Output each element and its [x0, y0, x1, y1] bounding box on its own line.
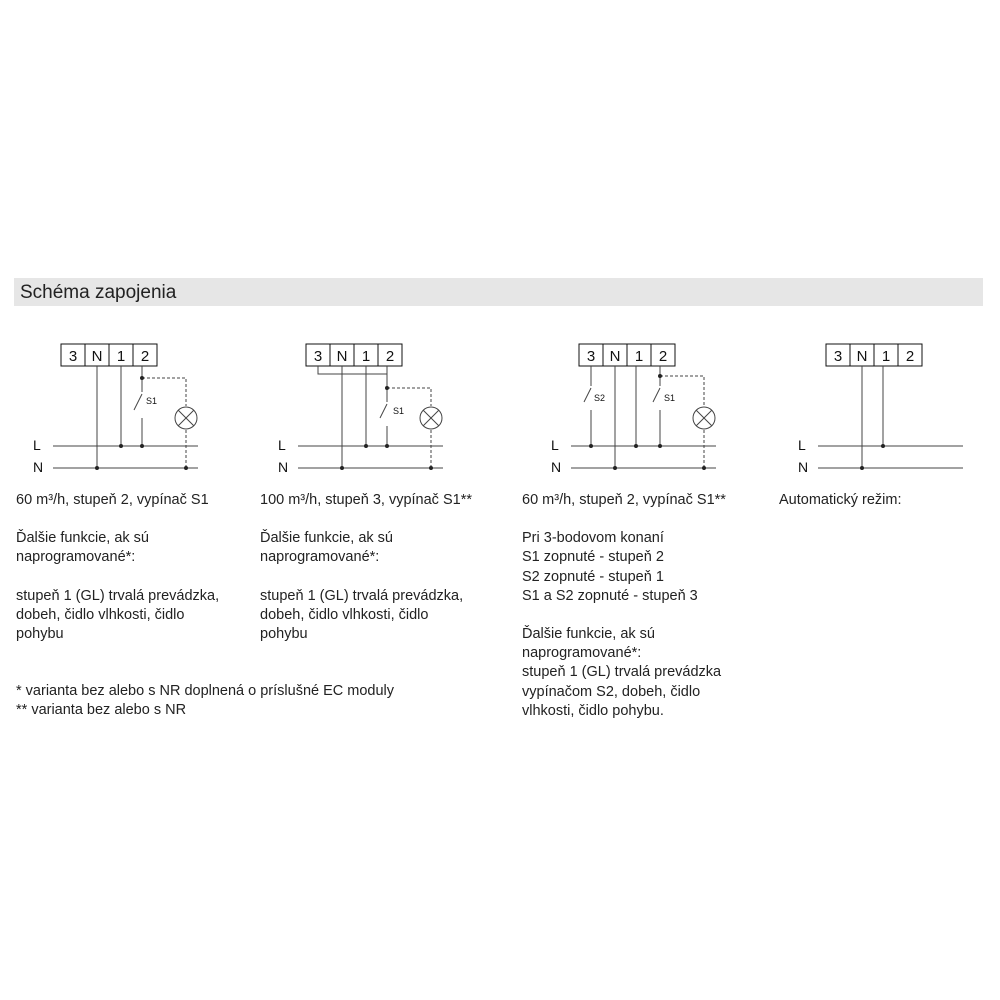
wiring-diagram-4	[785, 336, 1000, 486]
line-label-l: L	[278, 437, 286, 453]
switch-s1-label: S1	[393, 406, 405, 416]
terminal-3: 3	[313, 348, 323, 365]
terminal-n: N	[609, 348, 621, 365]
terminal-2: 2	[658, 348, 668, 365]
lamp-icon	[175, 407, 197, 429]
terminal-2: 2	[140, 348, 150, 365]
terminal-n: N	[91, 348, 103, 365]
caption-line: naprogramované*:	[260, 549, 380, 566]
footnote-2: ** varianta bez alebo s NR	[16, 702, 187, 719]
switch-s1	[653, 388, 660, 402]
caption-line: stupeň 1 (GL) trvalá prevádzka,	[16, 587, 220, 604]
terminal-3: 3	[586, 348, 596, 365]
caption-line: Pri 3-bodovom konaní	[522, 530, 664, 547]
caption-line: dobeh, čidlo vlhkosti, čidlo	[16, 606, 185, 623]
wiring-diagram-2	[265, 336, 505, 486]
line-label-n: N	[278, 459, 289, 475]
lamp-icon	[420, 407, 442, 429]
line-label-l: L	[551, 437, 559, 453]
terminal-2: 2	[385, 348, 395, 365]
caption-line: Ďalšie funkcie, ak sú	[260, 530, 393, 547]
terminal-1: 1	[634, 348, 644, 365]
terminal-1: 1	[116, 348, 126, 365]
caption-line: naprogramované*:	[16, 549, 136, 566]
caption-line: stupeň 1 (GL) trvalá prevádzka	[522, 664, 722, 681]
caption-line: Ďalšie funkcie, ak sú	[522, 626, 655, 643]
caption-diagram-3	[522, 491, 772, 721]
caption-diagram-1	[16, 491, 256, 644]
line-label-n: N	[551, 459, 562, 475]
caption-line: vypínačom S2, dobeh, čidlo	[522, 683, 701, 700]
caption-line: naprogramované*:	[522, 645, 642, 662]
terminal-n: N	[856, 348, 868, 365]
terminal-n: N	[336, 348, 348, 365]
terminal-1: 1	[881, 348, 891, 365]
wiring-diagram-3	[538, 336, 778, 486]
caption-diagram-4	[779, 491, 989, 510]
section-title: Schéma zapojenia	[20, 282, 177, 303]
switch-s1	[380, 404, 387, 418]
line-label-n: N	[33, 459, 44, 475]
terminal-3: 3	[833, 348, 843, 365]
caption-diagram-2	[260, 491, 510, 644]
caption-line: vlhkosti, čidlo pohybu.	[522, 702, 664, 719]
line-label-n: N	[798, 459, 809, 475]
section-header	[14, 278, 983, 306]
caption-title: 100 m³/h, stupeň 3, vypínač S1**	[260, 492, 472, 508]
switch-s1-label: S1	[664, 393, 676, 403]
line-label-l: L	[798, 437, 806, 453]
caption-line: pohybu	[16, 626, 64, 643]
caption-line: pohybu	[260, 626, 308, 643]
caption-line: S1 zopnuté - stupeň 2	[522, 549, 664, 566]
switch-s1	[134, 394, 142, 410]
switch-s2-label: S2	[594, 393, 606, 403]
caption-line: stupeň 1 (GL) trvalá prevádzka,	[260, 587, 464, 604]
bridge-3-2	[318, 366, 387, 374]
footnote-1: * varianta bez alebo s NR doplnená o príslušné EC moduly	[16, 683, 395, 699]
caption-line: S2 zopnuté - stupeň 1	[522, 568, 664, 585]
caption-title: 60 m³/h, stupeň 2, vypínač S1	[16, 492, 209, 508]
lamp-icon	[693, 407, 715, 429]
switch-s1-label: S1	[146, 396, 158, 406]
caption-line: Ďalšie funkcie, ak sú	[16, 530, 149, 547]
lamp-wire	[387, 388, 431, 406]
terminal-1: 1	[361, 348, 371, 365]
caption-line: S1 a S2 zopnuté - stupeň 3	[522, 587, 698, 604]
footnotes	[16, 682, 394, 720]
caption-title: Automatický režim:	[779, 492, 902, 508]
caption-title: 60 m³/h, stupeň 2, vypínač S1**	[522, 492, 726, 508]
caption-line: dobeh, čidlo vlhkosti, čidlo	[260, 606, 429, 623]
line-label-l: L	[33, 437, 41, 453]
terminal-3: 3	[68, 348, 78, 365]
switch-s2	[584, 388, 591, 402]
terminal-2: 2	[905, 348, 915, 365]
wiring-diagram-1	[20, 336, 260, 486]
